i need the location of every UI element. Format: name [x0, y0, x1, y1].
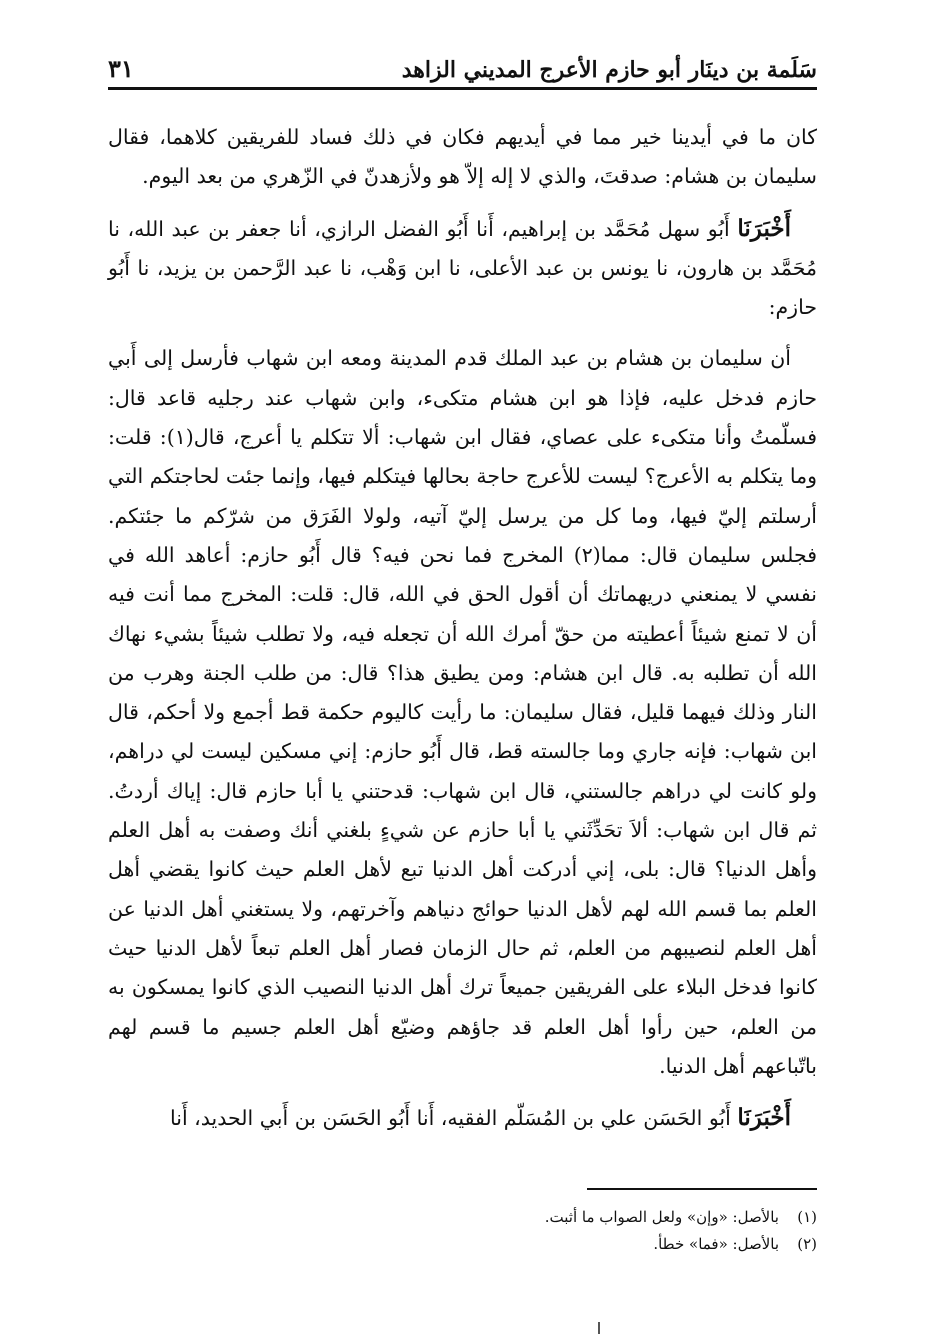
footnote-number: (٢) — [797, 1235, 817, 1253]
running-header — [108, 48, 817, 90]
main-text — [108, 118, 817, 1150]
footnote-separator — [587, 1188, 817, 1190]
akhbarana-lead-2: أَخْبَرَنَا — [737, 1104, 791, 1132]
page-number: ٣١ — [108, 54, 134, 83]
scan-artifact — [598, 1322, 600, 1334]
footnote-number: (١) — [797, 1208, 817, 1226]
running-title: سَلَمة بن دينَار أبو حازم الأعرج المديني الزاهد — [401, 57, 817, 83]
akhbarana-lead: أَخْبَرَنَا — [737, 214, 791, 242]
paragraph-isnad-2 — [108, 1098, 817, 1138]
paragraph-continuation: كان ما في أيدينا خير مما في أيديهم فكان في ذلك فساد للفريقين كلاهما، فقال سليمان بن هشام: صدقتَ، والذي لا إله إلاّ هو ولأزهدنّ في الزّهري من بعد اليوم. — [108, 125, 817, 189]
footnote-text: بالأصل: «فما» خطأ. — [653, 1235, 779, 1253]
footnote-text: بالأصل: «وإن» ولعل الصواب ما أثبت. — [544, 1208, 779, 1226]
isnad-1-text: أَبُو سهل مُحَمَّد بن إبراهيم، أَنا أَبُو الفضل الرازي، أنا جعفر بن عبد الله، نا مُحَمَّد بن هارون، نا يونس بن عبد الأعلى، نا ابن وَهْب، نا عبد الرَّحمن بن يزيد، نا أَبُو حازم: — [108, 216, 817, 320]
paragraph-isnad-1 — [108, 209, 817, 328]
footnote-2 — [108, 1231, 817, 1258]
paragraph-narration: أن سليمان بن هشام بن عبد الملك قدم المدينة ومعه ابن شهاب فأرسل إلى أَبي حازم فدخل عليه، فإذا هو ابن هشام متكىء، وابن شهاب عند رجليه قاعد قال: فسلّمتُ وأنا متكىء على عصاي، فقال ابن شهاب: ألا تتكلم يا أعرج، قال(١): قلت: وما يتكلم به الأعرج؟ ليست للأعرج حاجة بحالها فيتكلم فيها، وإنما جئت لحاجتكم التي أرسلتم إليّ فيها، وما كل من يرسل إليّ آتيه، ولولا الفَرَق من شرّكم ما جئتكم. فجلس سليمان قال: مما(٢) المخرج فما نحن فيه؟ قال أَبُو حازم: أعاهد الله في نفسي لا يمنعني دريهماتك أن أقول الحق في الله، قال: قلت: المخرج مما أنت فيه أن لا تمنع شيئاً أعطيته من حقّ أمرك الله أن تجعله فيه، ولا تطلب شيئاً بشيء نهاك الله أن تطلبه به. قال ابن هشام: ومن يطيق هذا؟ قال: من طلب الجنة وهرب من النار وذلك فيهما قليل، فقال سليمان: ما رأيت كاليوم حكمة قط أجمع ولا أحكم، قال ابن شهاب: فإنه جاري وما جالسته قط، قال أَبُو حازم: إني مسكين ليست لي دراهم، ولو كانت لي دراهم جالستني، قال ابن شهاب: قدحتني يا أبا حازم قال: إياك أردتُ. ثم قال ابن شهاب: ألاَ تحَدِّثَني يا أبا حازم عن شيءٍ بلغني أنك وصفت به أهل العلم وأهل الدنيا؟ قال: بلى، إني أدركت أهل الدنيا تبع لأهل العلم حيث كانوا يقضي أهل العلم بما قسم الله لهم لأهل الدنيا حوائج دنياهم وآخرتهم، ولا يستغني أهل الدنيا عن أهل العلم لنصيبهم من العلم، ثم حال الزمان فصار أهل العلم تبعاً لأهل الدنيا حيث كانوا فدخل البلاء على الفريقين جميعاً ترك أهل الدنيا النصيب الذي كانوا يمسكون به من العلم، حين رأوا أهل العلم قد جاؤهم وضيّع أهل العلم جسيم ما قسم لهم باتّباعهم أهل الدنيا. — [108, 346, 817, 1078]
footnotes — [108, 1204, 817, 1258]
footnote-1 — [108, 1204, 817, 1231]
isnad-2-text: أَبُو الحَسَن علي بن المُسَلّم الفقيه، أَنا أَبُو الحَسَن بن أَبي الحديد، أَنا — [170, 1106, 738, 1131]
